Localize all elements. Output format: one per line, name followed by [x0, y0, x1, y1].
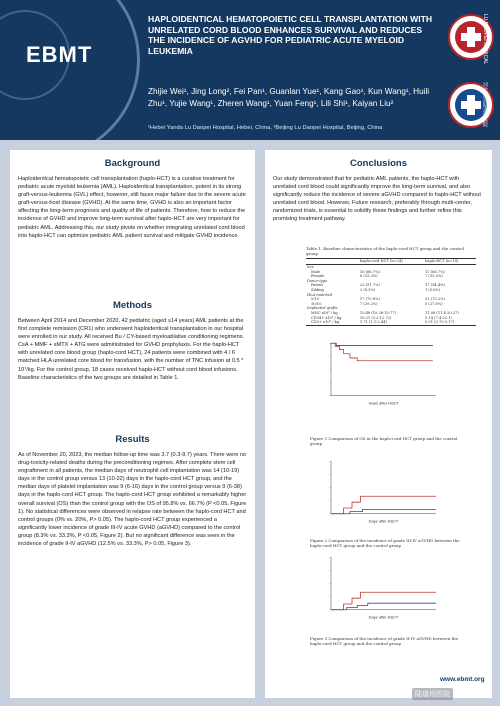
baseline-table	[306, 258, 476, 326]
table-cell: 2 (8.3%)	[359, 288, 376, 293]
figure-3-caption: Figure 3 Comparison of the incidence of grade II-IV aGVHD between the haplo-cord HCT group and the control group	[310, 636, 459, 646]
table-cell: MNC x10⁸ / kg	[311, 311, 338, 316]
table-cell: 5.14 (7.4-22.1)	[424, 315, 452, 320]
series-line-1	[331, 509, 436, 513]
x-axis-label: Days after HSCT	[368, 518, 399, 524]
table-cell: 10.48 (10.26-10.77)	[359, 311, 396, 316]
ebmt-logo: EBMT	[26, 42, 93, 67]
series-line-0	[331, 496, 436, 513]
table-cell: 10.21 (3.2-12.72)	[359, 315, 392, 320]
table-cell: Sex	[307, 265, 314, 270]
badge1-text: LU DAOPEI MEDICAL	[482, 14, 488, 65]
results-text: As of November 20, 2023, the median follow-up time was 3.7 (0.3-9.7) years. There were no drug-toxicity-related deaths during the preconditioning regimes. After complete stem cell engraftment in all patients, the median days of neutrophil cell implantation was 14 (10-19) days in the control group versus 13 (10-22) days in the haplo-cord HCT group, and the median days of platelet implantation was 9 (6-16) days in the control group versus 9 (6-38) days in the haplo-cord HCT group. The haplo-cord HCT group exhibited a remarkably higher overall survival (OS) than the control group with the OS of 95.8% vs. 66.7% (P <0.05, Figure 1). No statistical differences were observed in relapse rate between the haplo-cord HCT and control groups (0% vs. 20%, P> 0.05). The haplo-cord HCT group experienced a significantly lower incidence of grade III-IV acute GVHD (aGVHD) compared to the control group (8.3% vs. 33.3%, P <0.05, Figure 2). But no significant difference was seen in the incidence of grade II-IV aGVHD (12.5% vs. 33.3%, P> 0.05, Figure 3).	[18, 452, 247, 548]
table-cell: Male	[311, 269, 321, 274]
table-cell: 1.71 (1.1-2.44)	[359, 320, 387, 325]
table-1-header-2: haplo-HCT (n=18)	[424, 259, 476, 265]
figure-3-chart	[310, 552, 450, 622]
results-section	[10, 434, 255, 548]
figure-2-caption: Figure 2 Comparison of the incidence of grade III-IV aGVHD between the haplo-cord HCT group and the control group	[310, 538, 460, 548]
table-cell: Sibling	[311, 288, 324, 293]
table-cell: 17 (70.8%)	[359, 297, 380, 302]
table-row	[306, 320, 476, 325]
table-row	[306, 311, 476, 316]
x-axis-label: Days after HSCT	[368, 614, 399, 620]
figure-2-chart	[310, 456, 450, 526]
footer-url[interactable]: www.ebmt.org	[440, 676, 485, 683]
results-heading: Results	[115, 434, 150, 445]
figure-1-caption: Figure 1 Comparison of OS in the haplo-cord HCT group and the control group	[310, 436, 458, 446]
table-cell: 16 (66.7%)	[359, 269, 380, 274]
table-cell: 8 (33.3%)	[359, 274, 378, 279]
table-cell: HLA-matched	[307, 292, 333, 297]
left-column	[10, 150, 255, 698]
poster-title: HAPLOIDENTICAL HEMATOPOIETIC CELL TRANSPLANTATION WITH UNRELATED CORD BLOOD ENHANCES SURVIVAL AND REDUCES THE INCIDENCE OF AGVHD FOR PEDIATRIC ACUTE MYELOID LEUKEMIA	[148, 14, 433, 56]
poster-affiliations: ¹Hebei Yanda Lu Daopei Hospital, Hebei, China, ²Beijing Lu Daopei Hospital, Beijing, China	[148, 125, 383, 131]
table-cell: Female	[311, 274, 325, 279]
table-cell: 5/10	[311, 297, 320, 302]
table-cell: 5 (27.8%)	[424, 301, 443, 306]
conclusions-section	[265, 158, 492, 224]
table-cell: CD34+ x10⁶ / kg	[311, 315, 342, 320]
table-cell: 1 (5.6%)	[424, 288, 441, 293]
table-cell: Implanted grafts	[307, 306, 338, 311]
series-line-0	[331, 343, 433, 345]
methods-heading: Methods	[112, 300, 153, 311]
conclusions-text: Our study demonstrated that for pediatric AML patients, the haplo-HCT with unrelated cord blood could significantly improve the long-term survival, and also significantly reduce the incidence of severe aGVHD compared to haplo-HCT without unrelated cord blood. However, Future research, preferably through multi-center, randomized trials, is essential to solidify these findings and further refine this promising treatment pathway.	[273, 176, 481, 223]
table-cell: CD3+ x10⁸ / kg	[311, 320, 340, 325]
table-cell: 7 (33.3%)	[424, 274, 443, 279]
conclusions-heading: Conclusions	[349, 158, 407, 169]
table-cell: Donor type	[307, 278, 328, 283]
table-1-caption: Table 1. Baseline characteristics of the haplo-cord HCT group and the control group	[306, 246, 464, 256]
table-cell: 7 (29.2%)	[359, 301, 378, 306]
methods-section	[10, 300, 255, 382]
badge2-text: 河北燕达陆道培医院	[482, 82, 488, 127]
watermark: 陆道培医院	[412, 688, 453, 700]
background-heading: Background	[104, 158, 161, 169]
background-text: Haploidentical hematopoietic cell transplantation (haplo-HCT) is a curative treatment for pediatric acute myeloid leukemia (AML). Haploidentical transplantation, potent in its strong graft-versus-leukemia (GVL) effect, however, still faces major failure due to the severe acute graft-versus-host disease (GVHD). At the same time, GVHD is also an important factor affecting the long-term prognosis and quality of life of patients. Therefore, how to reduce the incidence of GVHD and improve long-term survival after haplo-HCT are very important for pediatric AML. Addressing this, our study pivots on whether integrating unrelated cord blood into haplo-HCT can optimize pediatric AML patient survival and mitigate GVHD incidence.	[18, 176, 246, 239]
table-cell: 11.08 (11.4-20.27)	[424, 311, 459, 316]
series-line-1	[331, 343, 433, 360]
table-cell: Parent	[311, 283, 324, 288]
poster-authors: Zhijie Wei¹, Jing Long², Fei Pan¹, Guanlan Yue¹, Kang Gao¹, Kun Wang¹, Huili Zhu¹, Yujie Wang¹, Zheren Wang¹, Yuan Feng¹, Lili Shi¹, Kaiyan Liu²	[148, 87, 430, 108]
table-1-header-1: haplo-cord HCT (n=24)	[359, 259, 424, 265]
table-cell: 17 (94.4%)	[424, 283, 445, 288]
poster-header	[0, 0, 500, 140]
x-axis-label: Years after HSCT	[368, 400, 399, 406]
series-line-0	[331, 592, 436, 609]
table-1	[306, 246, 476, 326]
table-cell: 22 (91.7%)	[359, 283, 380, 288]
background-section	[10, 158, 255, 240]
table-cell: 0.51 (3.75-5.17)	[424, 320, 455, 325]
table-cell: 10/10	[311, 301, 322, 306]
table-cell: 22 (72.2%)	[424, 297, 445, 302]
figure-1-chart	[310, 338, 450, 408]
table-cell: 12 (66.7%)	[424, 269, 445, 274]
methods-text: Between April 2014 and December 2020, 42 pediatric (aged ≤14 years) AML patients at the first complete remission (CR1) who underwent haploidentical transplantation in our hospital were enrolled in our study. All received Bu / CY-based myeloablative conditioning regimens. CsA + MMF + sMTX + ATG were administrated for GVHD prophylaxis. For the haplo-HCT with unrelated core blood group (haplo-cord HCT), 24 patients were combined with 4 / 6 matched HLA unrelated core blood for transfusion, with the number of TNC infusion at 0.5 * 10⁷/kg. For the control group, 18 cases received haplo-HCT without cord blood infusions. Baseline characteristics of the two groups are detailed in Table 1.	[18, 318, 245, 381]
